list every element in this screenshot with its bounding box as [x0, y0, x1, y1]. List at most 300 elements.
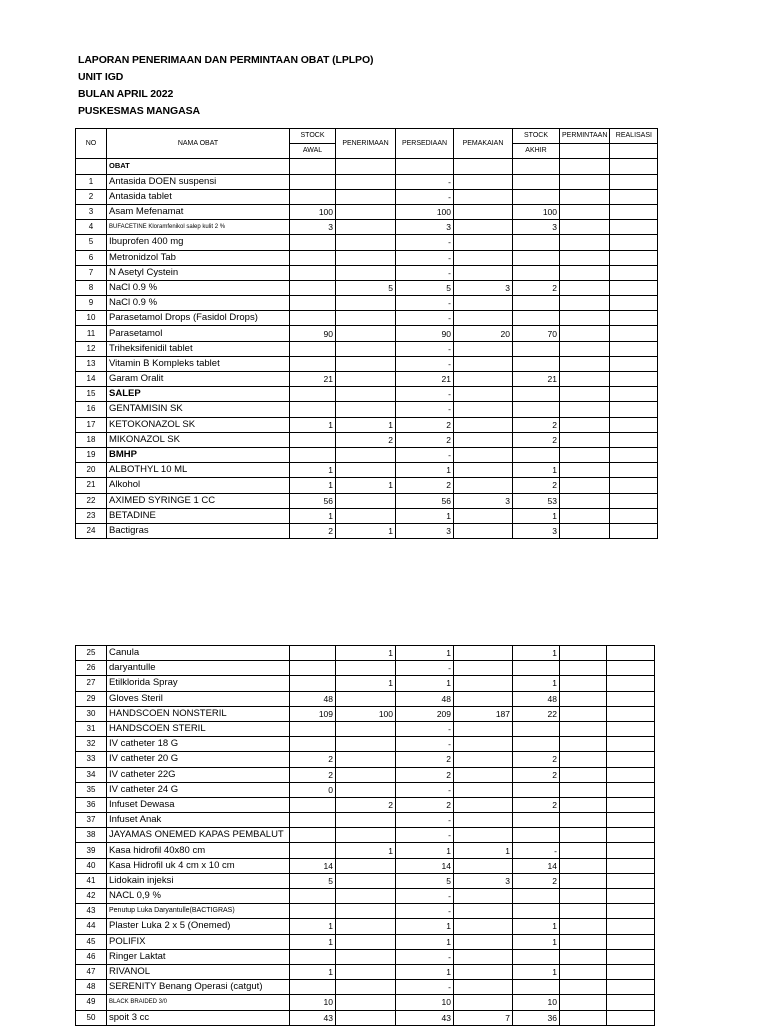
persediaan-cell: 10: [396, 995, 454, 1010]
table-row: [76, 904, 655, 919]
drug-name-cell: ALBOTHYL 10 ML: [107, 463, 290, 478]
row-no-cell: 36: [76, 797, 107, 812]
pemakaian-cell: [454, 949, 513, 964]
pemakaian-cell: [454, 828, 513, 843]
row-no-cell: 47: [76, 964, 107, 979]
row-no-cell: 40: [76, 858, 107, 873]
penerimaan-cell: [336, 858, 396, 873]
penerimaan-cell: 1: [336, 646, 396, 661]
penerimaan-cell: [336, 889, 396, 904]
persediaan-cell: 3: [396, 523, 454, 538]
stock-awal-cell: 1: [290, 919, 336, 934]
pemakaian-cell: [454, 463, 513, 478]
stock-akhir-cell: [513, 235, 560, 250]
persediaan-cell: -: [396, 828, 454, 843]
permintaan-cell: [560, 980, 607, 995]
penerimaan-cell: [336, 995, 396, 1010]
table-row: [76, 995, 655, 1010]
drug-name-cell: SERENITY Benang Operasi (catgut): [107, 980, 290, 995]
drug-name-cell: BETADINE: [107, 508, 290, 523]
stock-akhir-cell: [513, 889, 560, 904]
permintaan-cell: [560, 767, 607, 782]
row-no-cell: 17: [76, 417, 107, 432]
persediaan-cell: -: [396, 387, 454, 402]
permintaan-cell: [560, 432, 610, 447]
realisasi-cell: [607, 873, 655, 888]
stock-awal-cell: [290, 813, 336, 828]
stock-akhir-cell: [513, 341, 560, 356]
table-row: [76, 523, 658, 538]
table-row: [76, 447, 658, 462]
realisasi-cell: [607, 661, 655, 676]
table-row: [76, 706, 655, 721]
persediaan-cell: -: [396, 311, 454, 326]
table-row: [76, 858, 655, 873]
realisasi-cell: [607, 904, 655, 919]
drug-name-cell: Antasida DOEN suspensi: [107, 174, 290, 189]
persediaan-cell: -: [396, 721, 454, 736]
realisasi-cell: [610, 341, 658, 356]
realisasi-cell: [610, 508, 658, 523]
persediaan-cell: 43: [396, 1010, 454, 1025]
table-row: [76, 752, 655, 767]
persediaan-cell: -: [396, 296, 454, 311]
penerimaan-cell: 5: [336, 280, 396, 295]
penerimaan-cell: [336, 752, 396, 767]
table-row: [76, 508, 658, 523]
drug-name-cell: MIKONAZOL SK: [107, 432, 290, 447]
table-row: [76, 463, 658, 478]
realisasi-cell: [607, 995, 655, 1010]
row-no-cell: 9: [76, 296, 107, 311]
pemakaian-cell: [454, 964, 513, 979]
table-row: [76, 204, 658, 219]
row-no-cell: 27: [76, 676, 107, 691]
drug-name-cell: Infuset Dewasa: [107, 797, 290, 812]
permintaan-cell: [560, 174, 610, 189]
permintaan-cell: [560, 204, 610, 219]
row-no-cell: 7: [76, 265, 107, 280]
stock-awal-cell: 1: [290, 478, 336, 493]
penerimaan-cell: [336, 934, 396, 949]
stock-akhir-cell: 1: [513, 934, 560, 949]
stock-awal-cell: 1: [290, 934, 336, 949]
permintaan-cell: [560, 1010, 607, 1025]
permintaan-cell: [560, 828, 607, 843]
table-row: [76, 296, 658, 311]
persediaan-cell: 90: [396, 326, 454, 341]
stock-akhir-cell: [513, 661, 560, 676]
permintaan-cell: [560, 676, 607, 691]
penerimaan-cell: [336, 661, 396, 676]
permintaan-cell: [560, 661, 607, 676]
persediaan-cell: -: [396, 904, 454, 919]
stock-awal-cell: 1: [290, 964, 336, 979]
penerimaan-cell: [336, 326, 396, 341]
persediaan-cell: 2: [396, 797, 454, 812]
drug-name-cell: Antasida tablet: [107, 189, 290, 204]
stock-awal-cell: 2: [290, 523, 336, 538]
stock-awal-cell: [290, 889, 336, 904]
col-pemakaian: PEMAKAIAN: [454, 129, 513, 159]
table-row: [76, 691, 655, 706]
permintaan-cell: [560, 265, 610, 280]
drug-name-cell: Alkohol: [107, 478, 290, 493]
persediaan-cell: 2: [396, 417, 454, 432]
stock-awal-cell: [290, 797, 336, 812]
table-row: [76, 980, 655, 995]
stock-awal-cell: [290, 280, 336, 295]
pemakaian-cell: [454, 250, 513, 265]
permintaan-cell: [560, 873, 607, 888]
stock-akhir-cell: 1: [513, 676, 560, 691]
stock-akhir-cell: [513, 174, 560, 189]
table-row: [76, 737, 655, 752]
pemakaian-cell: [454, 174, 513, 189]
stock-akhir-cell: 10: [513, 995, 560, 1010]
stock-akhir-cell: 3: [513, 220, 560, 235]
stock-awal-cell: [290, 402, 336, 417]
penerimaan-cell: [336, 813, 396, 828]
report-title: LAPORAN PENERIMAAN DAN PERMINTAAN OBAT (LPLPO): [78, 54, 374, 66]
permintaan-cell: [560, 280, 610, 295]
stock-awal-cell: 1: [290, 463, 336, 478]
stock-akhir-cell: [513, 904, 560, 919]
permintaan-cell: [560, 417, 610, 432]
permintaan-cell: [560, 463, 610, 478]
persediaan-cell: -: [396, 782, 454, 797]
pemakaian-cell: [454, 387, 513, 402]
row-no-cell: 32: [76, 737, 107, 752]
penerimaan-cell: [336, 782, 396, 797]
row-no-cell: 33: [76, 752, 107, 767]
realisasi-cell: [610, 189, 658, 204]
table-row: [76, 889, 655, 904]
penerimaan-cell: [336, 296, 396, 311]
permintaan-cell: [560, 296, 610, 311]
drug-name-cell: NaCl 0.9 %: [107, 296, 290, 311]
penerimaan-cell: [336, 311, 396, 326]
persediaan-cell: -: [396, 813, 454, 828]
persediaan-cell: 1: [396, 964, 454, 979]
persediaan-cell: -: [396, 189, 454, 204]
row-no-cell: 34: [76, 767, 107, 782]
table-row: [76, 432, 658, 447]
realisasi-cell: [610, 387, 658, 402]
drug-name-cell: Triheksifenidil tablet: [107, 341, 290, 356]
persediaan-cell: 1: [396, 934, 454, 949]
stock-awal-cell: [290, 189, 336, 204]
stock-awal-cell: [290, 721, 336, 736]
drug-name-cell: POLIFIX: [107, 934, 290, 949]
drug-name-cell: Gloves Steril: [107, 691, 290, 706]
permintaan-cell: [560, 949, 607, 964]
stock-akhir-cell: 2: [513, 280, 560, 295]
table-row: [76, 964, 655, 979]
col-realisasi: REALISASI: [610, 129, 658, 144]
pemakaian-cell: [454, 904, 513, 919]
row-no-cell: 24: [76, 523, 107, 538]
pemakaian-cell: [454, 813, 513, 828]
permintaan-cell: [560, 813, 607, 828]
persediaan-cell: 1: [396, 676, 454, 691]
persediaan-cell: 2: [396, 478, 454, 493]
row-no-cell: 46: [76, 949, 107, 964]
row-no-cell: 19: [76, 447, 107, 462]
realisasi-cell: [607, 676, 655, 691]
stock-akhir-cell: 48: [513, 691, 560, 706]
row-no-cell: 5: [76, 235, 107, 250]
pemakaian-cell: [454, 417, 513, 432]
table-row: [76, 828, 655, 843]
stock-akhir-cell: 2: [513, 873, 560, 888]
permintaan-cell: [560, 341, 610, 356]
table-row: [76, 873, 655, 888]
persediaan-cell: 21: [396, 372, 454, 387]
permintaan-cell: [560, 737, 607, 752]
row-no-cell: 4: [76, 220, 107, 235]
penerimaan-cell: [336, 737, 396, 752]
persediaan-cell: 2: [396, 767, 454, 782]
drug-name-cell: Parasetamol: [107, 326, 290, 341]
realisasi-cell: [610, 174, 658, 189]
drug-name-cell: IV catheter 18 G: [107, 737, 290, 752]
pemakaian-cell: [454, 204, 513, 219]
pemakaian-cell: 3: [454, 493, 513, 508]
row-no-cell: 14: [76, 372, 107, 387]
persediaan-cell: -: [396, 980, 454, 995]
permintaan-cell: [560, 797, 607, 812]
drug-name-cell: Lidokain injeksi: [107, 873, 290, 888]
permintaan-cell: [560, 372, 610, 387]
stock-akhir-cell: 2: [513, 417, 560, 432]
drug-name-cell: JAYAMAS ONEMED KAPAS PEMBALUT: [107, 828, 290, 843]
realisasi-cell: [607, 889, 655, 904]
realisasi-cell: [610, 432, 658, 447]
persediaan-cell: -: [396, 341, 454, 356]
row-no-cell: 13: [76, 356, 107, 371]
pemakaian-cell: [454, 858, 513, 873]
row-no-cell: 8: [76, 280, 107, 295]
drug-name-cell: KETOKONAZOL SK: [107, 417, 290, 432]
penerimaan-cell: [336, 174, 396, 189]
lplpo-table-page1: [75, 128, 658, 539]
stock-akhir-cell: 3: [513, 523, 560, 538]
lplpo-table-page2: [75, 645, 655, 1026]
pemakaian-cell: 187: [454, 706, 513, 721]
row-no-cell: 6: [76, 250, 107, 265]
col-stock: STOCK: [290, 129, 336, 144]
pemakaian-cell: [454, 372, 513, 387]
table-row: [76, 265, 658, 280]
stock-awal-cell: [290, 843, 336, 858]
table-row: [76, 220, 658, 235]
permintaan-cell: [560, 995, 607, 1010]
permintaan-cell: [560, 220, 610, 235]
stock-akhir-cell: 1: [513, 508, 560, 523]
pemakaian-cell: [454, 752, 513, 767]
persediaan-cell: 56: [396, 493, 454, 508]
table-row: [76, 661, 655, 676]
stock-awal-cell: [290, 296, 336, 311]
pemakaian-cell: [454, 782, 513, 797]
stock-awal-cell: [290, 356, 336, 371]
stock-akhir-cell: [513, 813, 560, 828]
drug-name-cell: Canula: [107, 646, 290, 661]
penerimaan-cell: 100: [336, 706, 396, 721]
pemakaian-cell: [454, 265, 513, 280]
stock-awal-cell: 43: [290, 1010, 336, 1025]
persediaan-cell: 209: [396, 706, 454, 721]
persediaan-cell: 1: [396, 843, 454, 858]
realisasi-cell: [610, 447, 658, 462]
realisasi-cell: [607, 828, 655, 843]
penerimaan-cell: [336, 873, 396, 888]
stock-akhir-cell: [513, 782, 560, 797]
stock-akhir-cell: 1: [513, 919, 560, 934]
penerimaan-cell: 1: [336, 843, 396, 858]
permintaan-cell: [560, 721, 607, 736]
row-no-cell: 26: [76, 661, 107, 676]
table-row: [76, 280, 658, 295]
table-row: [76, 934, 655, 949]
table-row: [76, 250, 658, 265]
drug-name-cell: IV catheter 24 G: [107, 782, 290, 797]
row-no-cell: 38: [76, 828, 107, 843]
row-no-cell: 21: [76, 478, 107, 493]
stock-awal-cell: 56: [290, 493, 336, 508]
stock-awal-cell: [290, 904, 336, 919]
drug-name-cell: RIVANOL: [107, 964, 290, 979]
stock-akhir-cell: [513, 189, 560, 204]
persediaan-cell: -: [396, 174, 454, 189]
table-row: [76, 372, 658, 387]
stock-awal-cell: [290, 311, 336, 326]
permintaan-cell: [560, 250, 610, 265]
stock-akhir-cell: [513, 296, 560, 311]
stock-akhir-cell: 53: [513, 493, 560, 508]
drug-name-cell: Plaster Luka 2 x 5 (Onemed): [107, 919, 290, 934]
row-no-cell: 16: [76, 402, 107, 417]
penerimaan-cell: [336, 691, 396, 706]
row-no-cell: 25: [76, 646, 107, 661]
realisasi-cell: [610, 417, 658, 432]
drug-name-cell: BUFACETINE Kloramfenikol salep kulit 2 %: [107, 220, 290, 235]
realisasi-cell: [610, 280, 658, 295]
stock-akhir-cell: [513, 737, 560, 752]
stock-awal-cell: [290, 661, 336, 676]
realisasi-cell: [607, 949, 655, 964]
penerimaan-cell: [336, 387, 396, 402]
stock-akhir-cell: 22: [513, 706, 560, 721]
pemakaian-cell: [454, 508, 513, 523]
persediaan-cell: -: [396, 235, 454, 250]
row-no-cell: 2: [76, 189, 107, 204]
penerimaan-cell: [336, 964, 396, 979]
stock-awal-cell: 100: [290, 204, 336, 219]
pemakaian-cell: [454, 934, 513, 949]
stock-akhir-cell: 2: [513, 478, 560, 493]
stock-akhir-cell: -: [513, 843, 560, 858]
pemakaian-cell: [454, 721, 513, 736]
pemakaian-cell: [454, 478, 513, 493]
drug-name-cell: N Asetyl Cystein: [107, 265, 290, 280]
persediaan-cell: 1: [396, 646, 454, 661]
realisasi-cell: [610, 463, 658, 478]
pemakaian-cell: [454, 919, 513, 934]
drug-name-cell: Asam Mefenamat: [107, 204, 290, 219]
stock-akhir-cell: 36: [513, 1010, 560, 1025]
pemakaian-cell: [454, 523, 513, 538]
permintaan-cell: [560, 858, 607, 873]
persediaan-cell: 100: [396, 204, 454, 219]
pemakaian-cell: [454, 980, 513, 995]
pemakaian-cell: [454, 341, 513, 356]
row-no-cell: 1: [76, 174, 107, 189]
table-row: [76, 417, 658, 432]
table-row: [76, 919, 655, 934]
realisasi-cell: [610, 204, 658, 219]
penerimaan-cell: [336, 447, 396, 462]
persediaan-cell: 1: [396, 508, 454, 523]
stock-akhir-cell: [513, 447, 560, 462]
persediaan-cell: 2: [396, 752, 454, 767]
permintaan-cell: [560, 964, 607, 979]
stock-awal-cell: 10: [290, 995, 336, 1010]
table-row: [76, 1010, 655, 1025]
realisasi-cell: [607, 782, 655, 797]
table-row: [76, 949, 655, 964]
permintaan-cell: [560, 356, 610, 371]
row-no-cell: 23: [76, 508, 107, 523]
penerimaan-cell: [336, 204, 396, 219]
pemakaian-cell: [454, 235, 513, 250]
pemakaian-cell: [454, 189, 513, 204]
permintaan-cell: [560, 311, 610, 326]
stock-akhir-cell: [513, 250, 560, 265]
penerimaan-cell: [336, 904, 396, 919]
permintaan-cell: [560, 326, 610, 341]
stock-awal-cell: 5: [290, 873, 336, 888]
stock-akhir-cell: 1: [513, 463, 560, 478]
stock-awal-cell: 21: [290, 372, 336, 387]
penerimaan-cell: [336, 250, 396, 265]
row-no-cell: 42: [76, 889, 107, 904]
stock-awal-cell: [290, 387, 336, 402]
table-row: [76, 721, 655, 736]
pemakaian-cell: [454, 676, 513, 691]
permintaan-cell: [560, 934, 607, 949]
persediaan-cell: -: [396, 889, 454, 904]
col-awal: AWAL: [290, 144, 336, 159]
drug-name-cell: IV catheter 22G: [107, 767, 290, 782]
row-no-cell: 29: [76, 691, 107, 706]
drug-name-cell: Etilklorida Spray: [107, 676, 290, 691]
drug-name-cell: Kasa Hidrofil uk 4 cm x 10 cm: [107, 858, 290, 873]
drug-name-cell: Garam Oralit: [107, 372, 290, 387]
row-no-cell: 30: [76, 706, 107, 721]
permintaan-cell: [560, 919, 607, 934]
stock-akhir-cell: 70: [513, 326, 560, 341]
pemakaian-cell: [454, 737, 513, 752]
col-stock-akhir: STOCK: [513, 129, 560, 144]
permintaan-cell: [560, 189, 610, 204]
penerimaan-cell: [336, 402, 396, 417]
permintaan-cell: [560, 523, 610, 538]
stock-awal-cell: [290, 265, 336, 280]
persediaan-cell: 1: [396, 463, 454, 478]
realisasi-cell: [610, 265, 658, 280]
